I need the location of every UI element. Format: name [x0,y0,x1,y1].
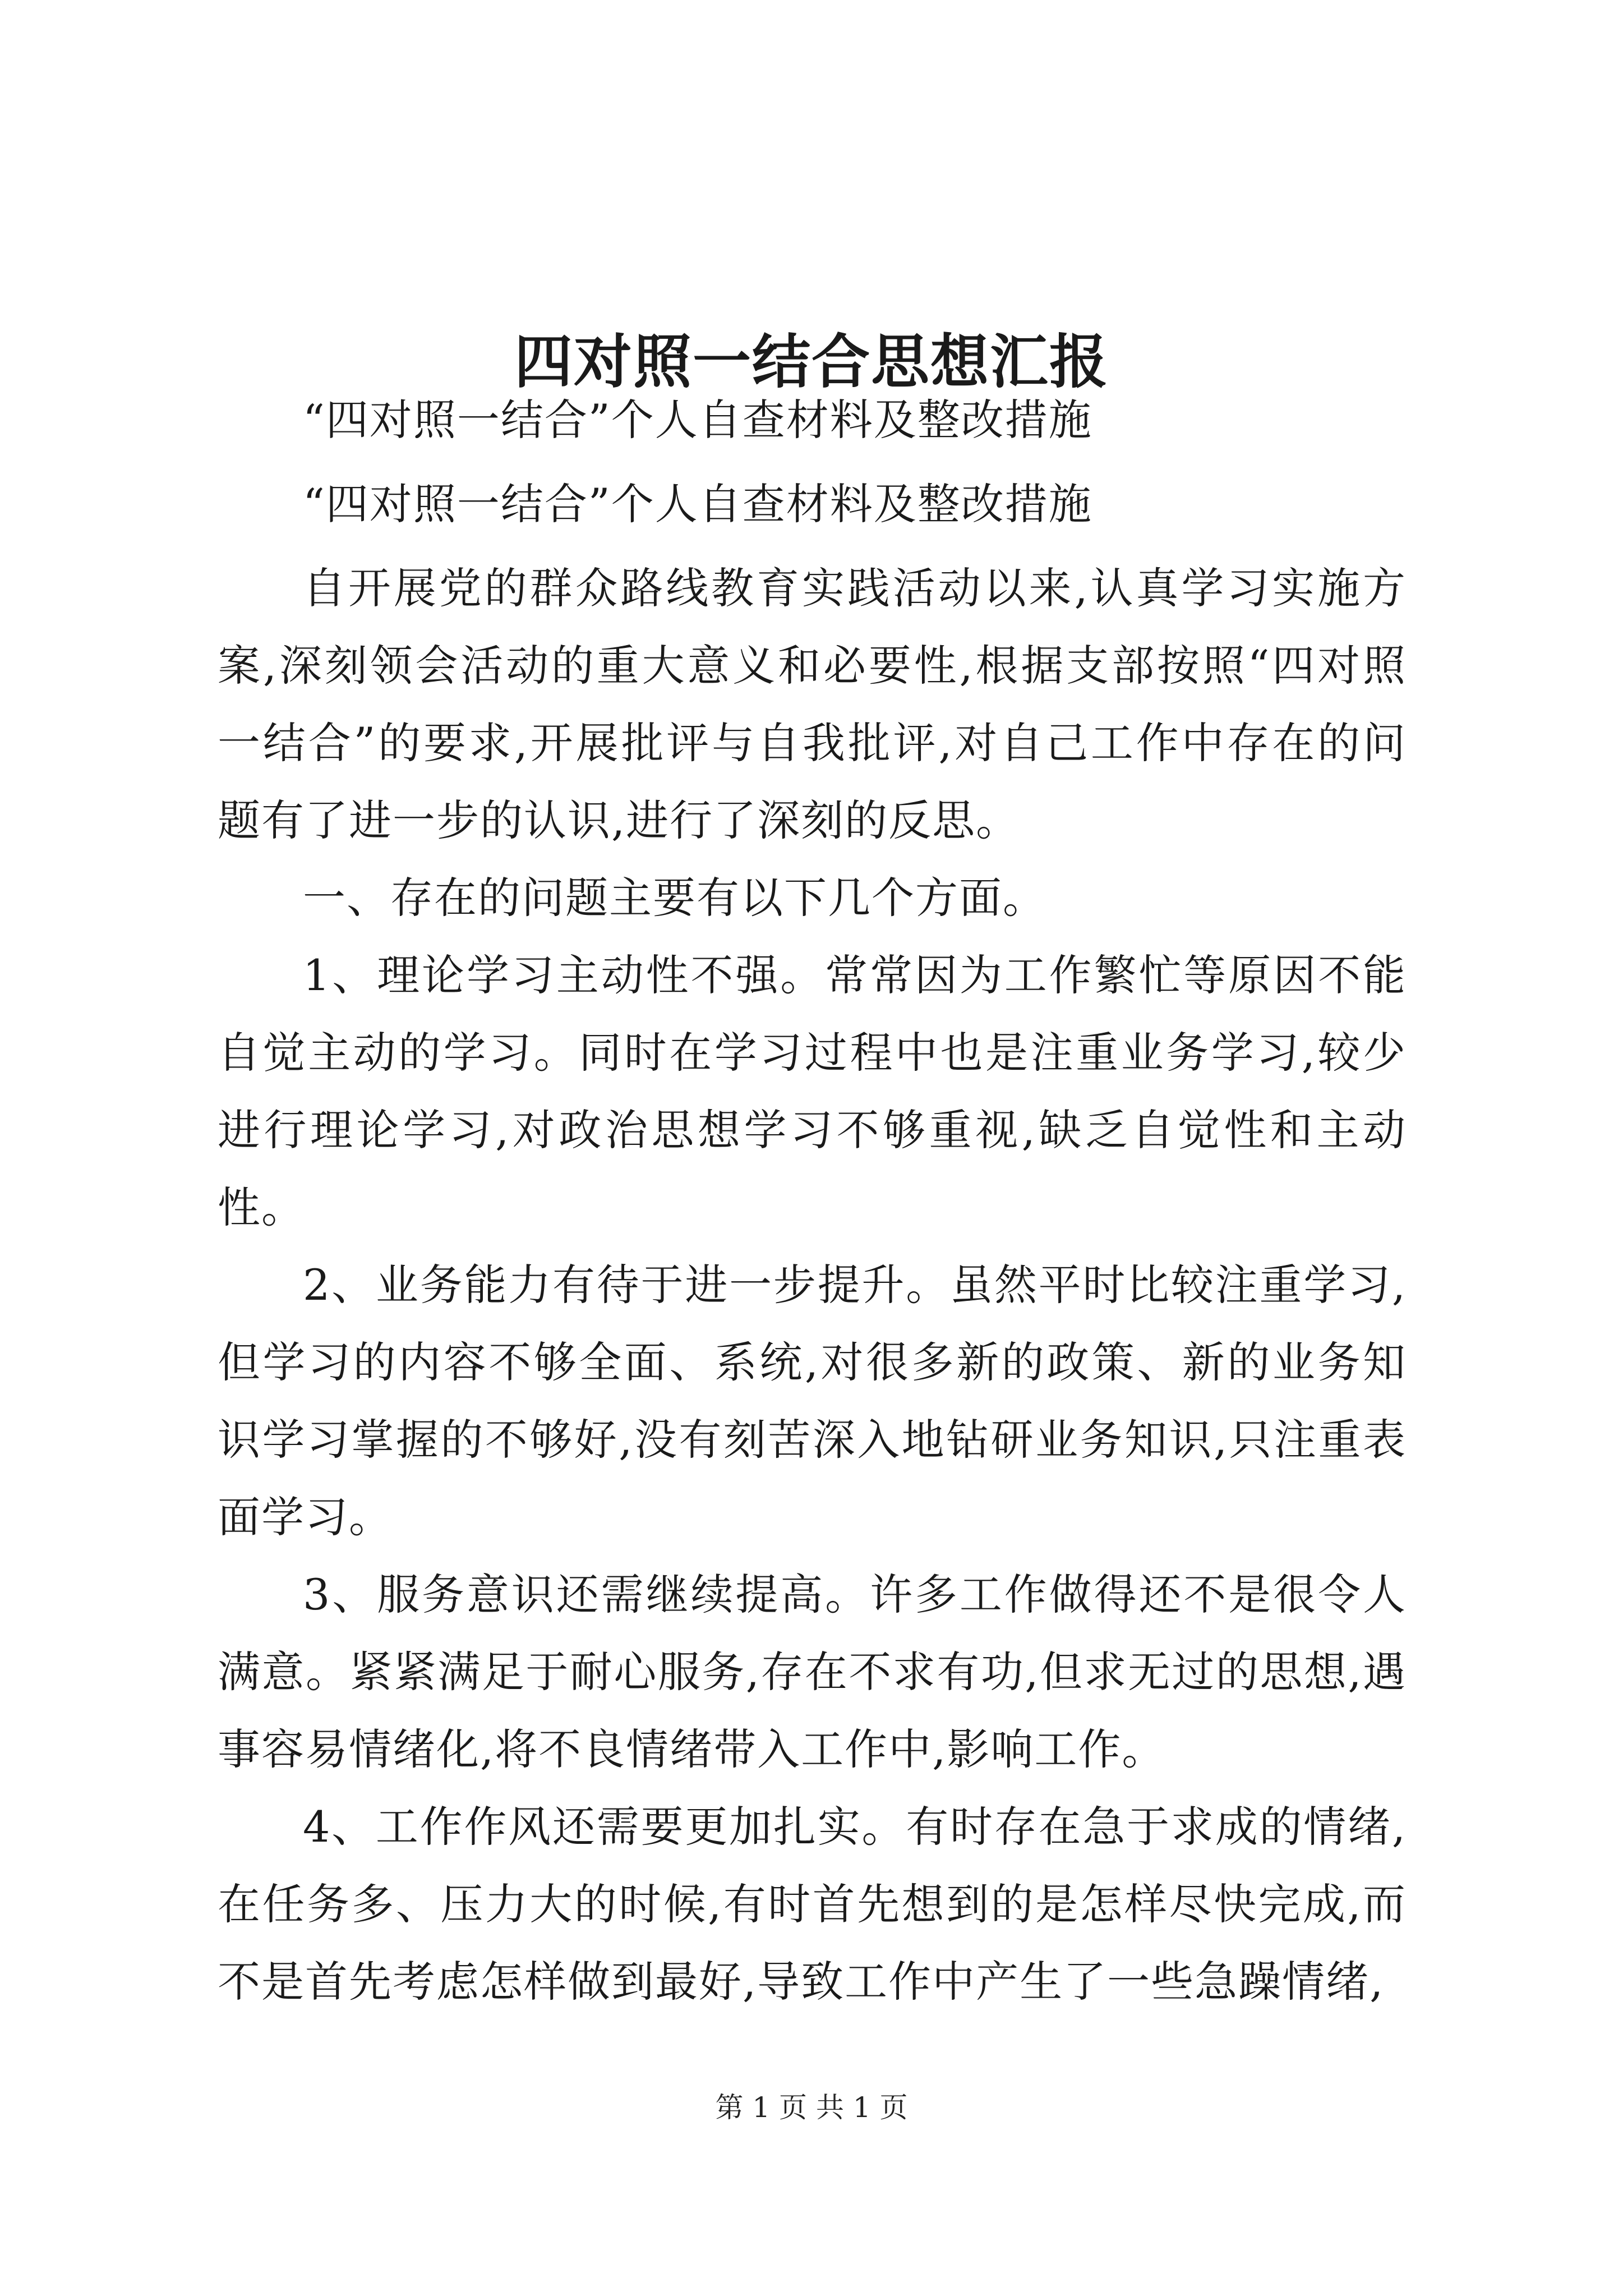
page-title: 四对照一结合思想汇报 [514,326,1109,396]
subtitle-line: “四对照一结合”个人自查材料及整改措施 [303,479,1092,529]
section-heading: 一、存在的问题主要有以下几个方面。 [303,873,1046,923]
body-paragraph: 4、工作作风还需要更加扎实。有时存在急于求成的情绪,在任务多、压力大的时候,有时首先想到的是怎样尽快完成,而不是首先考虑怎样做到最好,导致工作中产生了一些急躁情绪, [218,1802,1407,2007]
body-paragraph: 2、业务能力有待于进一步提升。虽然平时比较注重学习,但学习的内容不够全面、系统,对很多新的政策、新的业务知识学习掌握的不够好,没有刻苦深入地钻研业务知识,只注重表面学习。 [218,1260,1407,1542]
page-footer: 第 1 页 共 1 页 [715,2091,908,2124]
document-body [218,381,1407,2021]
body-paragraph: 1、理论学习主动性不强。常常因为工作繁忙等原因不能自觉主动的学习。同时在学习过程中也是注重业务学习,较少进行理论学习,对政治思想学习不够重视,缺乏自觉性和主动性。 [218,950,1407,1232]
body-paragraph: 3、服务意识还需继续提高。许多工作做得还不是很令人满意。紧紧满足于耐心服务,存在不求有功,但求无过的思想,遇事容易情绪化,将不良情绪带入工作中,影响工作。 [218,1570,1407,1774]
subtitle-line: “四对照一结合”个人自查材料及整改措施 [303,395,1092,445]
body-paragraph: 自开展党的群众路线教育实践活动以来,认真学习实施方案,深刻领会活动的重大意义和必要性,根据支部按照“四对照一结合”的要求,开展批评与自我批评,对自己工作中存在的问题有了进一步的认识,进行了深刻的反思。 [218,563,1407,845]
